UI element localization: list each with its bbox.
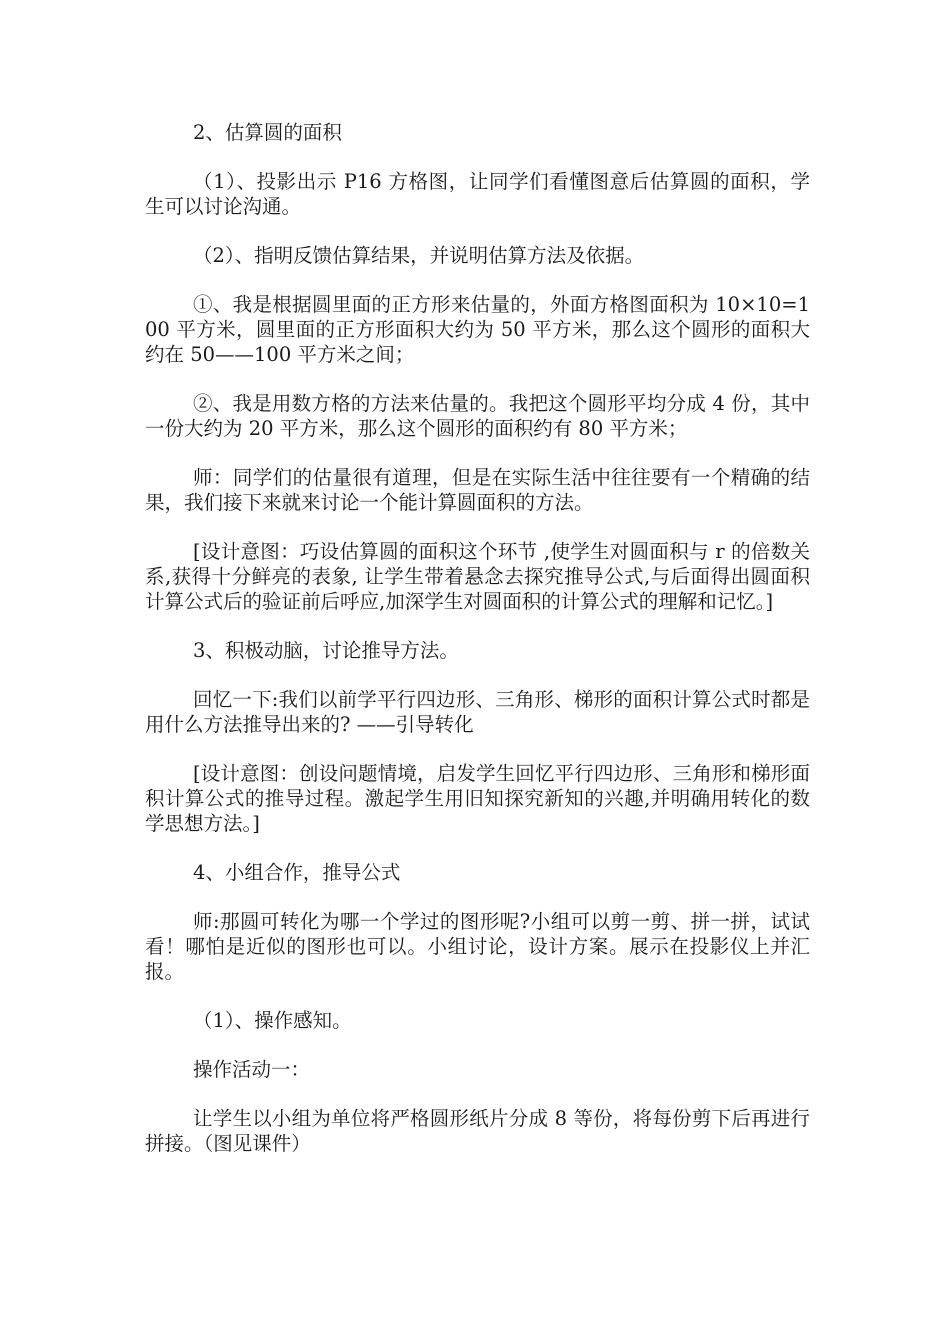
paragraph-activity-1-detail: 让学生以小组为单位将严格圆形纸片分成 8 等份，将每份剪下后再进行拼接。（图见课件） [145,1107,810,1155]
heading-group-work: 4、小组合作，推导公式 [193,861,401,884]
document-body [145,120,810,1180]
paragraph-design-intent-1: [设计意图：巧设估算圆的面积这个环节 ,使学生对圆面积与 r 的倍数关系,获得十分鲜亮的表象, 让学生带着悬念去探究推导公式,与后面得出圆面积计算公式后的验证前后呼应,加深学生对圆面积的计算公式的理解和记忆。] [145,540,810,613]
paragraph-step-2: （2）、指明反馈估算结果，并说明估算方法及依据。 [193,244,645,267]
paragraph-step-1: （1）、投影出示 P16 方格图，让同学们看懂图意后估算圆的面积，学生可以讨论沟通。 [145,170,810,218]
paragraph-design-intent-2: [设计意图：创设问题情境，启发学生回忆平行四边形、三角形和梯形面积计算公式的推导过程。激起学生用旧知探究新知的兴趣,并明确用转化的数学思想方法。] [145,762,810,835]
paragraph-recall: 回忆一下:我们以前学平行四边形、三角形、梯形的面积计算公式时都是用什么方法推导出来的? ——引导转化 [145,688,810,736]
heading-derivation-method: 3、积极动脑，讨论推导方法。 [193,639,459,662]
paragraph-operation-perception: （1）、操作感知。 [193,1009,352,1032]
paragraph-method-2: ②、我是用数方格的方法来估量的。我把这个圆形平均分成 4 份，其中一份大约为 20 平方米，那么这个圆形的面积约有 80 平方米； [145,392,810,440]
heading-estimate-area: 2、估算圆的面积 [193,121,342,144]
paragraph-teacher-remark: 师：同学们的估量很有道理，但是在实际生活中往往要有一个精确的结果，我们接下来就来讨论一个能计算圆面积的方法。 [145,466,810,514]
paragraph-method-1: ①、我是根据圆里面的正方形来估量的，外面方格图面积为 10×10=100 平方米，圆里面的正方形面积大约为 50 平方米，那么这个圆形的面积大约在 50——100 平方米之间； [145,293,810,366]
paragraph-teacher-question: 师:那圆可转化为哪一个学过的图形呢?小组可以剪一剪、拼一拼，试试看！哪怕是近似的图形也可以。小组讨论，设计方案。展示在投影仪上并汇报。 [145,910,810,983]
paragraph-activity-1: 操作活动一： [193,1058,311,1081]
